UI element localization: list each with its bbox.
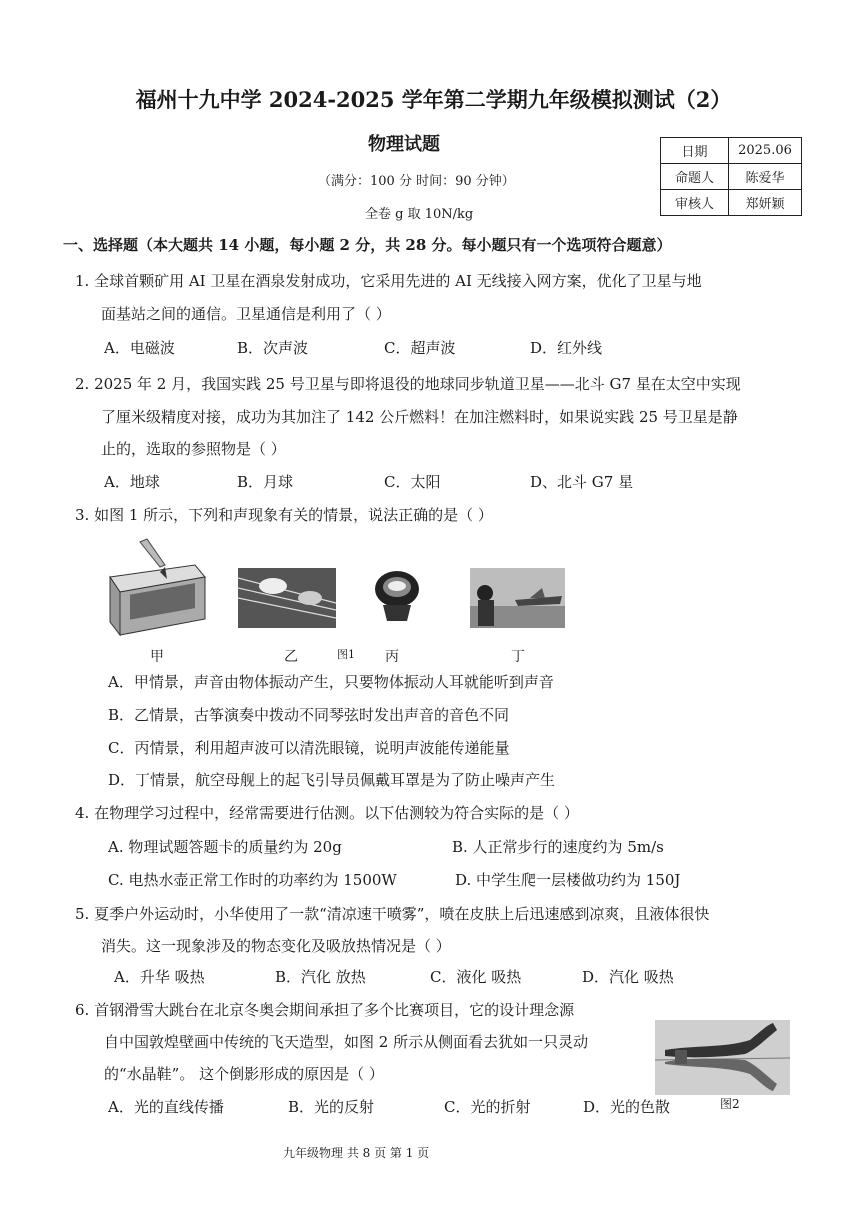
info-row-reviewer	[661, 190, 802, 216]
q6-option-c[interactable]: C．光的折射	[444, 1098, 531, 1116]
gravity-note: 全卷 g 取 10N/kg	[365, 207, 474, 222]
info-label: 日期	[661, 138, 729, 164]
q1-option-a[interactable]: A．电磁波	[104, 339, 175, 357]
q2-option-d[interactable]: D、北斗 G7 星	[530, 473, 634, 491]
q4-option-d[interactable]: D. 中学生爬一层楼做功约为 150J	[455, 871, 681, 889]
q3-option-b[interactable]: B．乙情景，古筝演奏中拨动不同琴弦时发出声音的音色不同	[108, 706, 510, 724]
q2-option-b[interactable]: B．月球	[237, 473, 294, 491]
question-1-line-1: 1. 全球首颗矿用 AI 卫星在酒泉发射成功，它采用先进的 AI 无线接入网方案，优化了卫星与地	[75, 272, 702, 290]
q3-option-c[interactable]: C．丙情景，利用超声波可以清洗眼镜，说明声波能传递能量	[108, 739, 510, 757]
question-2-line-2: 了厘米级精度对接，成功为其加注了 142 公斤燃料！在加注燃料时，如果说实践 25 号卫星是静	[101, 408, 738, 426]
exam-title: 福州十九中学 2024-2025 学年第二学期九年级模拟测试（2）	[135, 87, 732, 112]
info-label: 审核人	[661, 190, 729, 216]
figure-label-yi: 乙	[284, 649, 298, 665]
figure-1-ding-carrier-deck	[470, 568, 565, 628]
question-6-line-3: 的“水晶鞋”。 这个倒影形成的原因是（ ）	[104, 1065, 384, 1083]
question-1-line-2: 面基站之间的通信。卫星通信是利用了（ ）	[101, 305, 391, 323]
figure-label-ding: 丁	[511, 649, 525, 665]
q5-option-b[interactable]: B．汽化 放热	[275, 968, 366, 986]
figure-1-jia-tuning-fork-box	[105, 537, 210, 637]
subject-title: 物理试题	[368, 134, 440, 155]
q4-option-a[interactable]: A. 物理试题答题卡的质量约为 20g	[108, 838, 342, 856]
q5-option-a[interactable]: A．升华 吸热	[114, 968, 205, 986]
info-value: 2025.06	[729, 138, 802, 164]
info-label: 命题人	[661, 164, 729, 190]
info-value: 郑妍颖	[729, 190, 802, 216]
question-2-line-3: 止的，选取的参照物是（ ）	[101, 440, 286, 458]
question-5-line-2: 消失。这一现象涉及的物态变化及吸放热情况是（ ）	[101, 937, 451, 955]
figure-2-ski-jump	[655, 1020, 790, 1095]
question-4-line-1: 4. 在物理学习过程中，经常需要进行估测。以下估测较为符合实际的是（ ）	[75, 804, 579, 822]
q6-option-a[interactable]: A．光的直线传播	[108, 1098, 224, 1116]
q4-option-b[interactable]: B. 人正常步行的速度约为 5m/s	[452, 838, 664, 856]
q6-option-b[interactable]: B．光的反射	[288, 1098, 375, 1116]
question-6-line-1: 6. 首钢滑雪大跳台在北京冬奥会期间承担了多个比赛项目，它的设计理念源	[75, 1001, 575, 1019]
figure-label-jia: 甲	[150, 649, 164, 665]
info-row-date	[661, 138, 802, 164]
info-value: 陈爱华	[729, 164, 802, 190]
question-2-line-1: 2. 2025 年 2 月，我国实践 25 号卫星与即将退役的地球同步轨道卫星——北斗 G7 星在太空中实现	[75, 375, 741, 393]
info-table	[660, 137, 802, 216]
info-row-author	[661, 164, 802, 190]
question-6-line-2: 自中国敦煌壁画中传统的飞天造型，如图 2 所示从侧面看去犹如一只灵动	[104, 1033, 589, 1051]
q3-option-a[interactable]: A．甲情景，声音由物体振动产生，只要物体振动人耳就能听到声音	[108, 673, 554, 691]
question-3-line-1: 3. 如图 1 所示，下列和声现象有关的情景，说法正确的是（ ）	[75, 506, 493, 524]
q5-option-d[interactable]: D．汽化 吸热	[582, 968, 674, 986]
score-time-info: （满分：100 分 时间：90 分钟）	[318, 174, 515, 189]
figure-1-caption: 图1	[337, 648, 355, 661]
figure-1-bing-ultrasonic-cleaner	[371, 567, 423, 623]
q1-option-b[interactable]: B．次声波	[237, 339, 309, 357]
q4-option-c[interactable]: C. 电热水壶正常工作时的功率约为 1500W	[108, 871, 397, 889]
q1-option-d[interactable]: D．红外线	[530, 339, 603, 357]
question-5-line-1: 5. 夏季户外运动时，小华使用了一款“清凉速干喷雾”，喷在皮肤上后迅速感到凉爽，且液体很快	[75, 905, 710, 923]
q5-option-c[interactable]: C．液化 吸热	[430, 968, 522, 986]
q2-option-a[interactable]: A．地球	[104, 473, 160, 491]
section-heading: 一、选择题（本大题共 14 小题，每小题 2 分，共 28 分。每小题只有一个选项符合题意）	[63, 236, 672, 254]
q3-option-d[interactable]: D．丁情景，航空母舰上的起飞引导员佩戴耳罩是为了防止噪声产生	[108, 771, 556, 789]
q6-option-d[interactable]: D．光的色散	[583, 1098, 671, 1116]
q2-option-c[interactable]: C．太阳	[384, 473, 441, 491]
figure-1-yi-guzheng	[238, 568, 336, 628]
figure-label-bing: 丙	[385, 649, 399, 665]
figure-2-caption: 图2	[720, 1097, 740, 1111]
q1-option-c[interactable]: C．超声波	[384, 339, 456, 357]
page-footer: 九年级物理 共 8 页 第 1 页	[283, 1146, 430, 1160]
